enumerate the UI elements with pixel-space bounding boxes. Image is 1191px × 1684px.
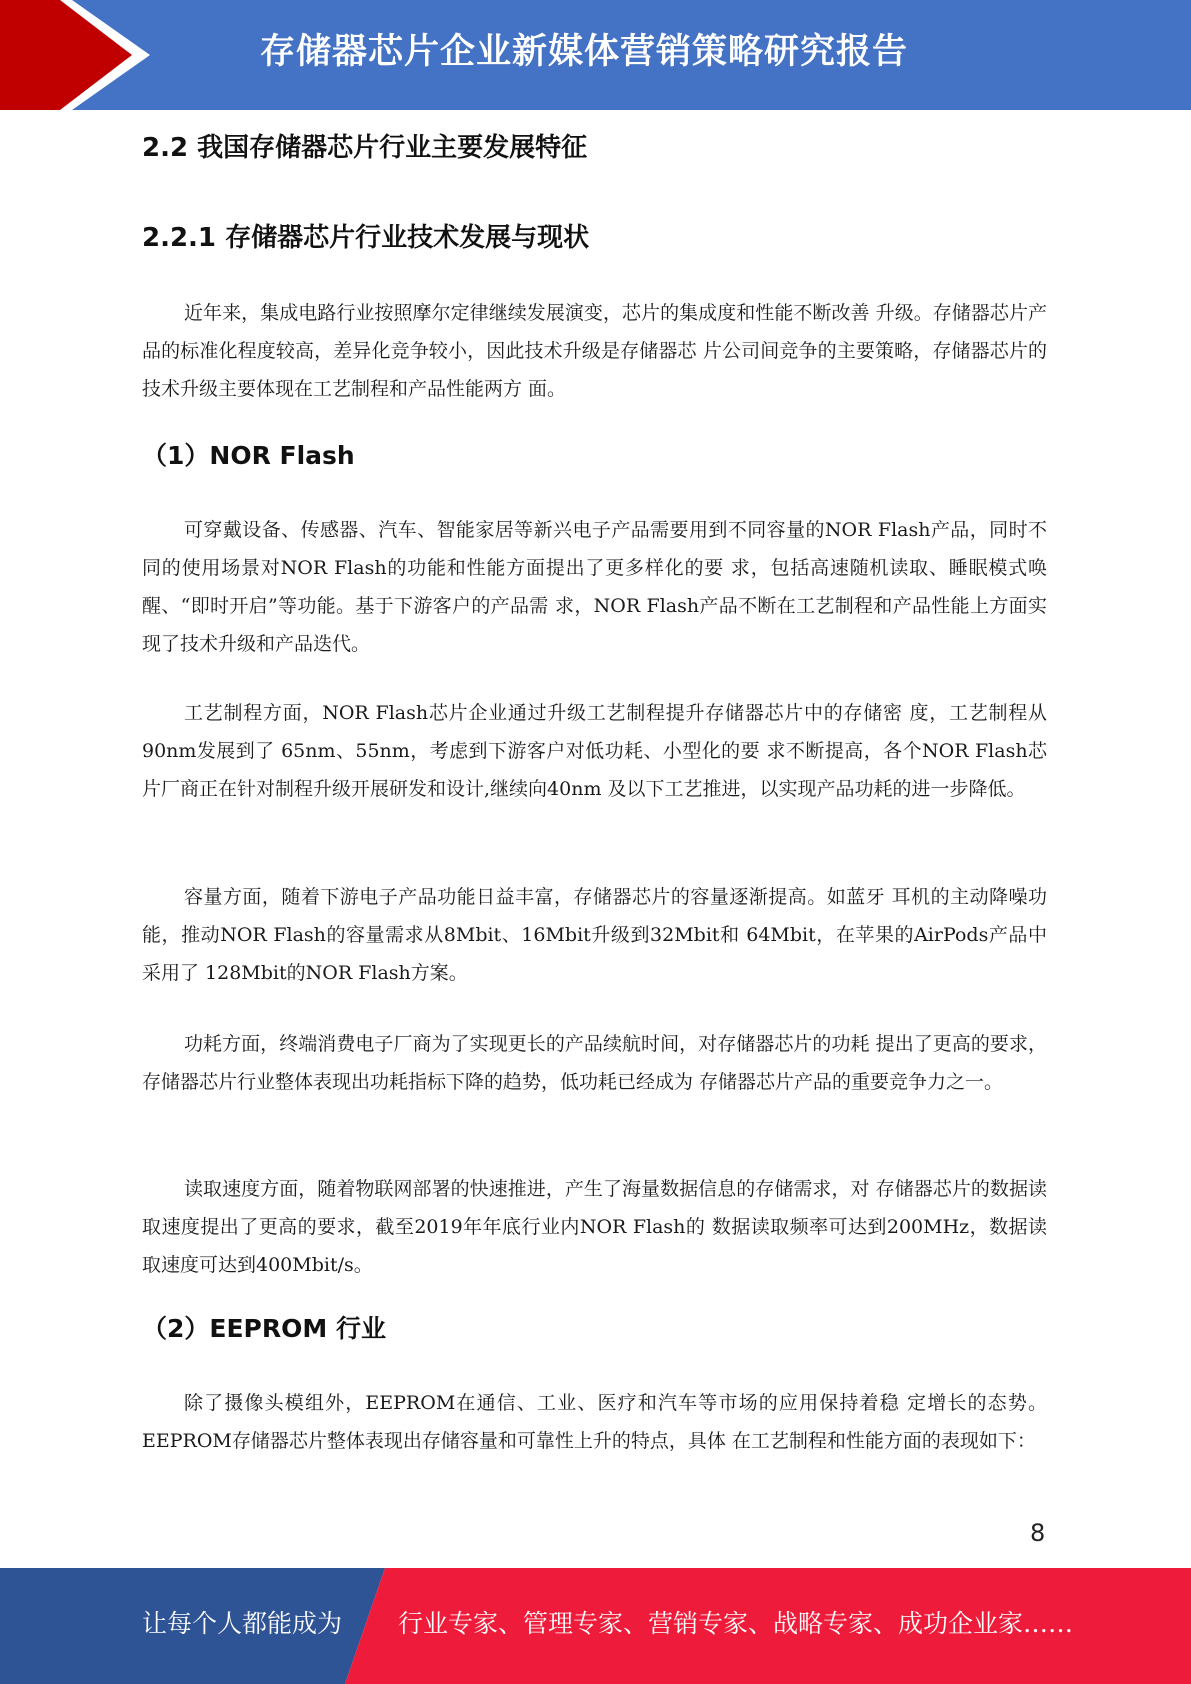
nor-flash-paragraph-process: 工艺制程方面，NOR Flash芯片企业通过升级工艺制程提升存储器芯片中的存储密 度，工艺制程从90nm发展到了 65nm、55nm，考虑到下游客户对低功耗、小型化的要 求不断提高，各个NOR Flash芯片厂商正在针对制程升级开展研发和设计,继续向40nm 及以下工艺推进，以实现产品功耗的进一步降低。 xyxy=(142,702,1047,800)
eeprom-heading: （2）EEPROM 行业 xyxy=(142,1314,386,1343)
page-number: 8 xyxy=(1030,1519,1046,1547)
footer-roles: 行业专家、管理专家、营销专家、战略专家、成功企业家…… xyxy=(398,1609,1074,1638)
footer-slogan: 让每个人都能成为 xyxy=(142,1609,343,1638)
chevron-arrow-icon xyxy=(0,0,150,110)
report-title: 存储器芯片企业新媒体营销策略研究报告 xyxy=(260,32,909,72)
nor-flash-paragraph-1: 可穿戴设备、传感器、汽车、智能家居等新兴电子产品需要用到不同容量的NOR Flash产品，同时不同的使用场景对NOR Flash的功能和性能方面提出了更多样化的要 求，包括高速随机读取、睡眠模式唤醒、“即时开启”等功能。基于下游客户的产品需 求，NOR Flash产品不断在工艺制程和产品性能上方面实现了技术升级和产品迭代。 xyxy=(142,519,1047,655)
nor-flash-heading: （1）NOR Flash xyxy=(142,441,355,470)
section-heading: 2.2 我国存储器芯片行业主要发展特征 xyxy=(142,133,588,163)
nor-flash-paragraph-speed: 读取速度方面，随着物联网部署的快速推进，产生了海量数据信息的存储需求，对 存储器芯片的数据读取速度提出了更高的要求，截至2019年年底行业内NOR Flash的 数据读取频率可达到200MHz，数据读取速度可达到400Mbit/s。 xyxy=(142,1178,1047,1276)
footer-banner xyxy=(0,1568,1191,1684)
nor-flash-paragraph-power: 功耗方面，终端消费电子厂商为了实现更长的产品续航时间，对存储器芯片的功耗 提出了更高的要求，存储器芯片行业整体表现出功耗指标下降的趋势，低功耗已经成为 存储器芯片产品的重要竞争力之一。 xyxy=(142,1033,1047,1093)
eeprom-paragraph: 除了摄像头模组外，EEPROM在通信、工业、医疗和汽车等市场的应用保持着稳 定增长的态势。EEPROM存储器芯片整体表现出存储容量和可靠性上升的特点，具体 在工艺制程和性能方面的表现如下： xyxy=(142,1392,1047,1452)
nor-flash-paragraph-capacity: 容量方面，随着下游电子产品功能日益丰富，存储器芯片的容量逐渐提高。如蓝牙 耳机的主动降噪功能，推动NOR Flash的容量需求从8Mbit、16Mbit升级到32Mbit和 64Mbit，在苹果的AirPods产品中采用了 128Mbit的NOR Flash方案。 xyxy=(142,886,1047,984)
intro-paragraph: 近年来，集成电路行业按照摩尔定律继续发展演变，芯片的集成度和性能不断改善 升级。存储器芯片产品的标准化程度较高，差异化竞争较小，因此技术升级是存储器芯 片公司间竞争的主要策略，存储器芯片的技术升级主要体现在工艺制程和产品性能两方 面。 xyxy=(142,302,1047,400)
subsection-heading: 2.2.1 存储器芯片行业技术发展与现状 xyxy=(142,223,590,253)
header-banner xyxy=(0,0,1191,110)
